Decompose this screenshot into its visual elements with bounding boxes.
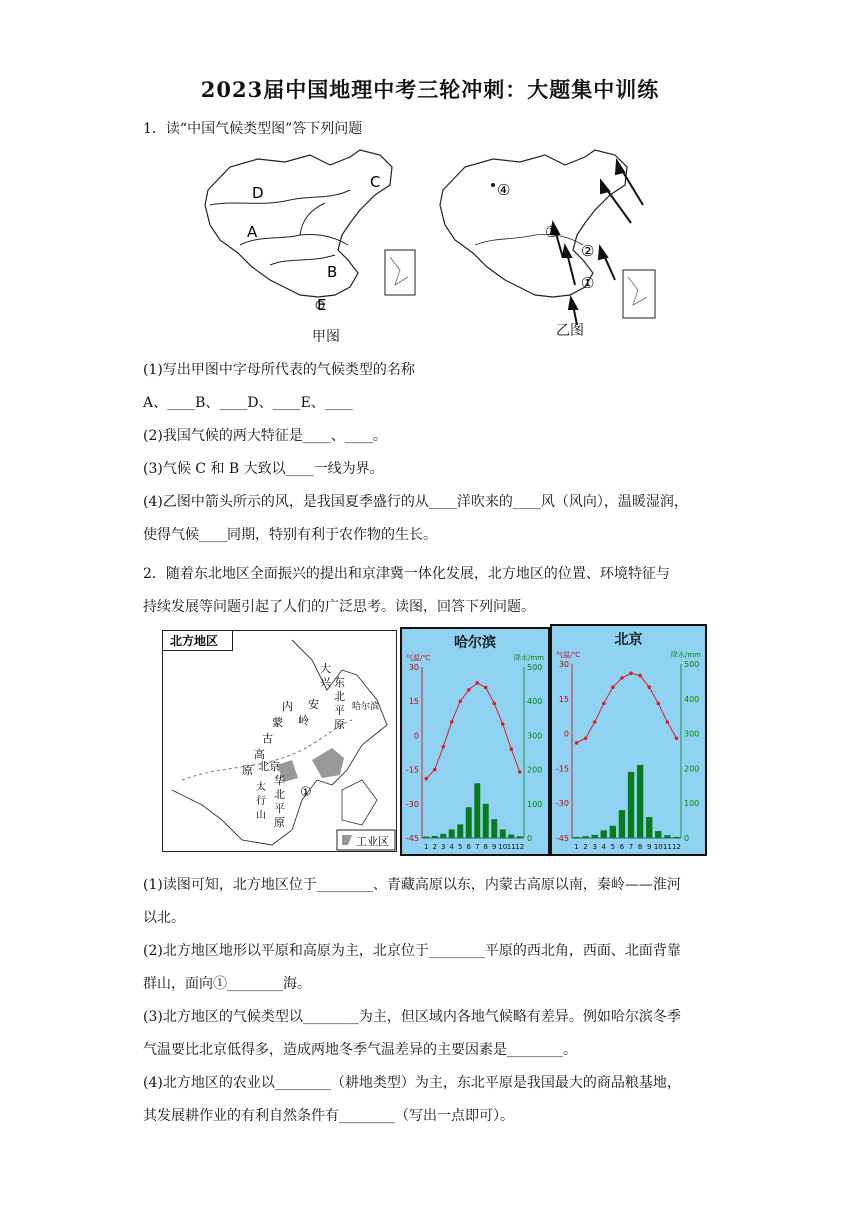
chart-xtick: 4 bbox=[601, 843, 607, 851]
north-map-label-ping2: 平 bbox=[274, 802, 285, 815]
north-map-label-xing: 兴 bbox=[320, 676, 331, 689]
temp-point bbox=[518, 770, 522, 774]
chart-ytick-right: 200 bbox=[527, 765, 543, 775]
chart-ylabel-left: 气温/℃ bbox=[556, 651, 581, 659]
map-yi-marker-2: ② bbox=[581, 242, 595, 260]
chart-ytick-right: 400 bbox=[684, 694, 700, 704]
north-map-label-gu: 古 bbox=[262, 732, 273, 745]
chart-ytick-right: 0 bbox=[684, 834, 690, 843]
q1-sub3: (3)气候 C 和 B 大致以____一线为界。 bbox=[143, 461, 384, 477]
precip-bar bbox=[628, 772, 634, 838]
chart-title: 哈尔滨 bbox=[454, 635, 496, 651]
precip-bar bbox=[673, 837, 679, 838]
temp-point bbox=[424, 777, 428, 781]
map-jia-label-e: E bbox=[317, 296, 327, 314]
temp-point bbox=[467, 688, 471, 692]
north-map-label-shan: 山 bbox=[256, 810, 266, 821]
q2-stem-line2: 持续发展等问题引起了人们的广泛思考。读图，回答下列问题。 bbox=[143, 599, 535, 615]
temp-point bbox=[611, 685, 615, 689]
chart-ytick-left: 30 bbox=[558, 660, 569, 669]
chart-ytick-right: 500 bbox=[527, 663, 543, 672]
chart-xtick: 3 bbox=[441, 843, 446, 851]
temp-point bbox=[475, 681, 479, 685]
chart-ytick-left: -30 bbox=[555, 799, 569, 809]
temp-point bbox=[656, 702, 660, 706]
north-map-label-nei: 内 bbox=[282, 700, 293, 713]
map-jia-label-b: B bbox=[327, 263, 338, 281]
north-map-label-hua: 华 bbox=[274, 774, 285, 787]
temp-point bbox=[458, 699, 462, 703]
north-map-label-ling: 岭 bbox=[298, 714, 309, 727]
temp-point bbox=[666, 720, 670, 724]
temp-point bbox=[575, 741, 579, 745]
temp-point bbox=[450, 720, 454, 724]
chart-ytick-right: 200 bbox=[684, 764, 700, 774]
map-yi-caption: 乙图 bbox=[556, 323, 584, 339]
north-map-label-da: 大 bbox=[320, 662, 331, 675]
chart-ylabel-right: 降水/mm bbox=[514, 654, 544, 662]
chart-ytick-left: 30 bbox=[408, 663, 419, 672]
precip-bar bbox=[517, 836, 523, 838]
q1-sub2: (2)我国气候的两大特征是____、____。 bbox=[143, 428, 387, 444]
map-jia-caption: 甲图 bbox=[312, 329, 340, 345]
precip-bar bbox=[483, 804, 489, 838]
chart-ytick-right: 300 bbox=[527, 731, 543, 741]
temp-point bbox=[484, 686, 488, 690]
chart-ytick-left: -15 bbox=[405, 765, 419, 775]
precip-bar bbox=[474, 783, 480, 838]
chart-xtick: 12 bbox=[515, 843, 525, 851]
north-map-label-ping: 平 bbox=[334, 704, 345, 717]
temp-point bbox=[675, 736, 679, 740]
q2-sub3-line2: 气温要比北京低得多，造成两地冬季气温差异的主要因素是________。 bbox=[143, 1042, 577, 1058]
chart-ytick-left: -45 bbox=[555, 834, 569, 843]
chart-ytick-left: 0 bbox=[413, 731, 419, 741]
map-yi bbox=[435, 145, 660, 340]
precip-bar bbox=[466, 807, 472, 838]
chart-ylabel-left: 气温/℃ bbox=[406, 654, 431, 662]
temp-point bbox=[620, 676, 624, 680]
chart-xtick: 7 bbox=[475, 843, 480, 851]
chart-ytick-left: -45 bbox=[405, 834, 419, 843]
chart-ytick-right: 500 bbox=[684, 660, 700, 669]
climate-chart-beijing bbox=[550, 624, 707, 856]
north-map-label-bei2: 北 bbox=[274, 788, 285, 801]
temp-point bbox=[433, 768, 437, 772]
precip-bar bbox=[500, 829, 506, 838]
chart-ytick-left: 15 bbox=[408, 697, 419, 707]
precip-bar bbox=[619, 810, 625, 838]
chart-xtick: 4 bbox=[449, 843, 454, 851]
precip-bar bbox=[508, 835, 514, 838]
q1-sub4-line1: (4)乙图中箭头所示的风，是我国夏季盛行的从____洋吹来的____风（风向），温暖湿润， bbox=[143, 494, 688, 510]
north-map-label-bei: 北 bbox=[334, 690, 345, 703]
chart-xtick: 5 bbox=[458, 843, 463, 851]
q2-stem-line1: 2．随着东北地区全面振兴的提出和京津冀一体化发展，北方地区的位置、环境特征与 bbox=[143, 566, 670, 582]
north-region-map bbox=[162, 630, 397, 852]
q1-sub4-line2: 使得气候____同期，特别有利于农作物的生长。 bbox=[143, 527, 437, 543]
precip-bar bbox=[440, 834, 446, 838]
chart-title: 北京 bbox=[614, 632, 643, 648]
north-map-label-yuan3: 原 bbox=[274, 816, 285, 829]
chart-ytick-right: 300 bbox=[684, 729, 700, 739]
temp-point bbox=[492, 702, 496, 706]
chart-xtick: 3 bbox=[592, 843, 597, 851]
north-map-label-tai: 太 bbox=[256, 782, 266, 793]
chart-xtick: 6 bbox=[466, 843, 471, 851]
chart-ylabel-right: 降水/mm bbox=[671, 651, 701, 659]
q2-sub3-line1: (3)北方地区的气候类型以________为主，但区域内各地气候略有差异。例如哈尔滨冬季 bbox=[143, 1009, 681, 1025]
temp-point bbox=[584, 736, 588, 740]
map-jia-label-c: C bbox=[370, 173, 381, 191]
chart-xtick: 10 bbox=[498, 843, 508, 851]
precip-bar bbox=[491, 819, 497, 838]
chart-xtick: 1 bbox=[424, 843, 429, 851]
chart-xtick: 8 bbox=[483, 843, 488, 851]
q2-sub4-line1: (4)北方地区的农业以________（耕地类型）为主，东北平原是我国最大的商品粮基地， bbox=[143, 1075, 681, 1091]
map-jia-label-d: D bbox=[252, 184, 264, 202]
chart-ytick-right: 100 bbox=[684, 799, 700, 809]
temp-point bbox=[593, 720, 597, 724]
temp-point bbox=[602, 702, 606, 706]
chart-ytick-left: 0 bbox=[563, 729, 569, 739]
chart-xtick: 2 bbox=[583, 843, 588, 851]
map-yi-marker-1: ① bbox=[581, 274, 595, 292]
q1-stem: 1．读“中国气候类型图”答下列问题 bbox=[143, 121, 363, 137]
temp-point bbox=[441, 745, 445, 749]
precip-bar bbox=[582, 836, 588, 838]
q2-sub4-line2: 其发展耕作业的有利自然条件有________（写出一点即可）。 bbox=[143, 1108, 514, 1124]
chart-xtick: 9 bbox=[492, 843, 497, 851]
north-map-label-sea1: ① bbox=[300, 785, 312, 800]
temp-point bbox=[509, 747, 513, 751]
precip-bar bbox=[637, 765, 643, 838]
q2-sub2-line1: (2)北方地区地形以平原和高原为主，北京位于________平原的西北角，西面、北面背靠 bbox=[143, 943, 681, 959]
north-map-label-hang: 行 bbox=[256, 796, 266, 807]
north-map-title: 北方地区 bbox=[170, 634, 219, 648]
temp-point bbox=[629, 671, 633, 675]
q2-sub1-line2: 以北。 bbox=[143, 910, 185, 926]
map-yi-marker-4: ④ bbox=[497, 181, 511, 199]
precip-bar bbox=[610, 826, 616, 838]
q2-sub2-line2: 群山，面向①________海。 bbox=[143, 976, 311, 992]
precip-bar bbox=[573, 837, 579, 838]
chart-xtick: 2 bbox=[432, 843, 437, 851]
precip-bar bbox=[457, 824, 463, 838]
north-map-label-harbin: 哈尔滨 bbox=[352, 702, 380, 712]
q1-sub1: (1)写出甲图中字母所代表的气候类型的名称 bbox=[143, 362, 415, 378]
chart-xtick: 11 bbox=[662, 843, 672, 851]
precip-bar bbox=[423, 837, 429, 838]
precip-bar bbox=[664, 835, 670, 838]
north-map-label-an: 安 bbox=[308, 698, 319, 711]
chart-ytick-right: 0 bbox=[527, 834, 533, 843]
chart-xtick: 9 bbox=[646, 843, 652, 851]
chart-ytick-left: -30 bbox=[405, 799, 419, 809]
chart-ytick-right: 400 bbox=[527, 697, 543, 707]
page-title: 2023届中国地理中考三轮冲刺：大题集中训练 bbox=[200, 77, 660, 102]
chart-xtick: 7 bbox=[628, 843, 634, 851]
north-map-label-yuan2: 原 bbox=[242, 764, 253, 777]
north-map-label-beijing: 北京 bbox=[258, 760, 280, 773]
temp-point bbox=[638, 674, 642, 678]
precip-bar bbox=[601, 830, 607, 838]
chart-xtick: 12 bbox=[671, 843, 681, 851]
chart-xtick: 8 bbox=[637, 843, 643, 851]
chart-xtick: 10 bbox=[653, 843, 663, 851]
q1-sub1-answers: A、____B、____D、____E、____ bbox=[143, 395, 353, 411]
north-map-legend: 工业区 bbox=[356, 835, 389, 848]
precip-bar bbox=[432, 836, 438, 838]
precip-bar bbox=[646, 817, 652, 838]
map-jia bbox=[200, 145, 422, 340]
precip-bar bbox=[655, 831, 661, 838]
map-jia-label-a: A bbox=[247, 223, 258, 241]
chart-xtick: 1 bbox=[574, 843, 579, 851]
precip-bar bbox=[449, 829, 455, 838]
chart-xtick: 5 bbox=[610, 843, 616, 851]
precip-bar bbox=[592, 835, 598, 838]
chart-xtick: 11 bbox=[506, 843, 516, 851]
north-map-label-yuan: 原 bbox=[334, 718, 345, 731]
q2-sub1-line1: (1)读图可知，北方地区位于________、青藏高原以东，内蒙古高原以南，秦岭——淮河 bbox=[143, 877, 681, 893]
chart-xtick: 6 bbox=[619, 843, 625, 851]
chart-ytick-right: 100 bbox=[527, 799, 543, 809]
climate-chart-harbin bbox=[400, 627, 550, 856]
temp-point bbox=[501, 722, 505, 726]
map-yi-marker-3: ③ bbox=[545, 223, 559, 241]
north-map-label-meng: 蒙 bbox=[272, 716, 283, 729]
chart-ytick-left: 15 bbox=[558, 694, 569, 704]
temp-point bbox=[647, 685, 651, 689]
chart-ytick-left: -15 bbox=[555, 764, 569, 774]
north-map-label-dong: 东 bbox=[334, 676, 345, 689]
north-map-label-gao: 高 bbox=[254, 748, 265, 761]
